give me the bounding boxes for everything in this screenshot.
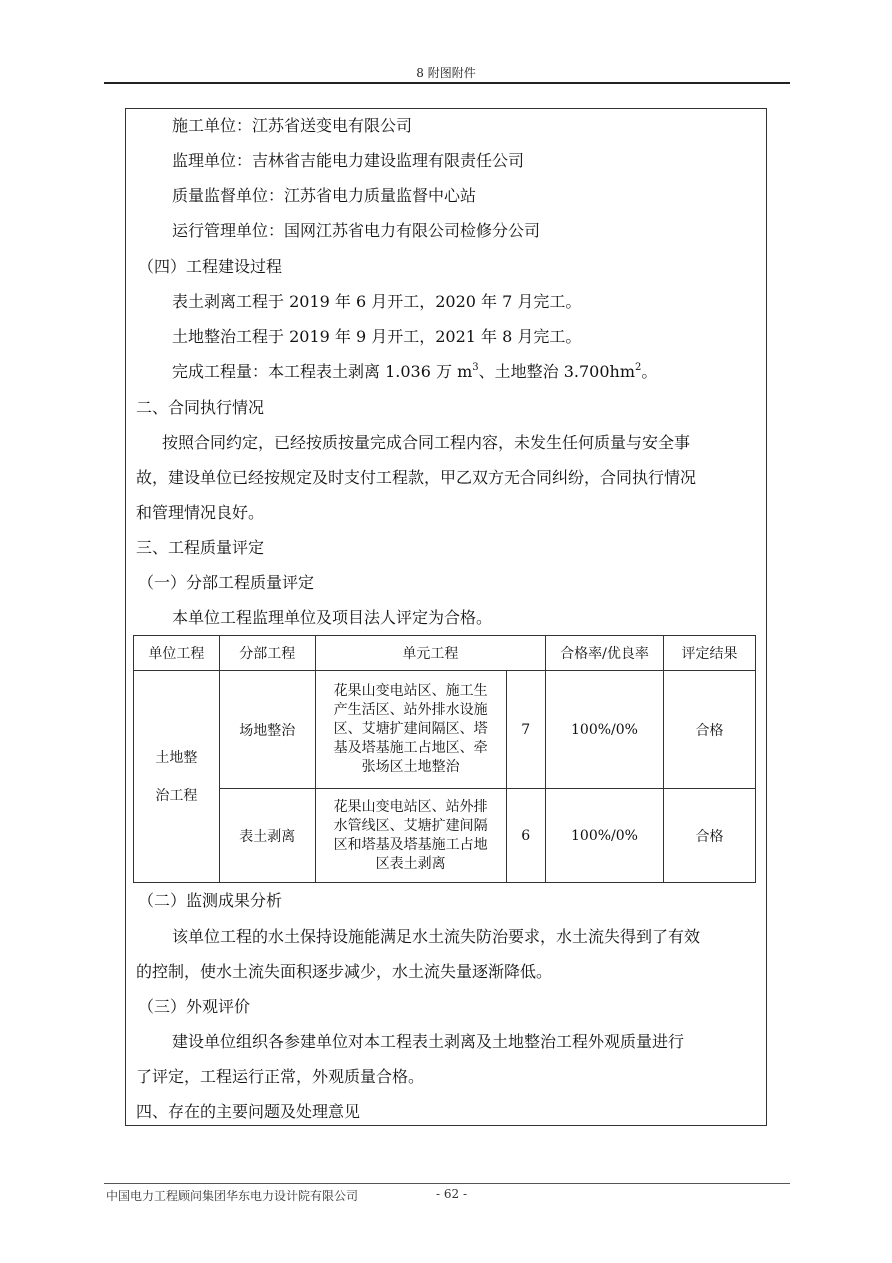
quality-table (133, 635, 756, 883)
land-remediation-schedule: 土地整治工程于 2019 年 9 月开工，2021 年 8 月完工。 (172, 327, 582, 346)
footer-rule (104, 1183, 790, 1184)
unit-description-line: 区表土剥离 (375, 855, 446, 872)
unit-description-line: 区、艾塘扩建间隔区、塔 (333, 721, 488, 737)
section-heading-contract: 二、合同执行情况 (136, 398, 265, 417)
supervision-unit: 监理单位：吉林省吉能电力建设监理有限责任公司 (172, 151, 525, 170)
unit-description-line: 水管线区、艾塘扩建间隔 (333, 817, 488, 834)
table-header-cell: 分部工程 (219, 636, 315, 671)
work-quantity-text-b: 、土地整治 3.700hm (478, 362, 635, 381)
appearance-paragraph-2: 了评定，工程运行正常，外观质量合格。 (136, 1067, 425, 1086)
construction-unit: 施工单位：江苏省送变电有限公司 (172, 116, 413, 135)
result-cell: 合格 (664, 789, 756, 883)
contract-paragraph-1: 按照合同约定，已经按质按量完成合同工程内容，未发生任何质量与安全事 (162, 433, 691, 452)
quality-supervision-unit: 质量监督单位：江苏省电力质量监督中心站 (172, 186, 477, 205)
table-header-cell: 评定结果 (664, 636, 756, 671)
unit-description-cell (315, 671, 506, 789)
subsection-heading-3: （三）外观评价 (138, 997, 251, 1016)
pass-rate-cell: 100%/0% (545, 671, 663, 789)
table-header-row (134, 636, 756, 671)
unit-description-line: 张场区土地整治 (361, 759, 460, 775)
unit-description-line: 区和塔基及塔基施工占地 (333, 836, 488, 853)
work-quantity-sup-2: 2 (635, 362, 642, 373)
table-row (134, 789, 756, 883)
contract-paragraph-2: 故，建设单位已经按规定及时支付工程款，甲乙双方无合同纠纷，合同执行情况 (136, 468, 697, 487)
subsection-heading-2: （二）监测成果分析 (138, 891, 283, 910)
unit-description-line: 花果山变电站区、站外排 (333, 798, 488, 815)
section-heading-4: （四）工程建设过程 (138, 257, 283, 276)
unit-description-cell (315, 789, 506, 883)
footer-company: 中国电力工程顾问集团华东电力设计院有限公司 (106, 1189, 359, 1203)
header-title: 8 附图附件 (416, 66, 476, 80)
unit-description-line: 花果山变电站区、施工生 (333, 683, 488, 699)
topsoil-stripping-schedule: 表土剥离工程于 2019 年 6 月开工，2020 年 7 月完工。 (172, 292, 582, 311)
header-rule (104, 82, 790, 84)
work-quantity-text-a: 完成工程量：本工程表土剥离 1.036 万 m (172, 362, 473, 381)
result-cell: 合格 (664, 671, 756, 789)
unit-count-cell: 7 (506, 671, 545, 789)
page-number: - 62 - (436, 1187, 468, 1201)
work-quantity-text-c: 。 (641, 362, 658, 381)
subsection-heading-1: （一）分部工程质量评定 (138, 573, 315, 592)
content-box (125, 108, 767, 1126)
table-header-cell: 单元工程 (315, 636, 545, 671)
sub-project-cell: 场地整治 (219, 671, 315, 789)
appearance-paragraph-1: 建设单位组织各参建单位对本工程表土剥离及土地整治工程外观质量进行 (172, 1032, 685, 1051)
table-header-cell: 合格率/优良率 (545, 636, 663, 671)
unit-count-cell: 6 (506, 789, 545, 883)
contract-paragraph-3: 和管理情况良好。 (136, 503, 265, 522)
unit-project-line-1: 土地整 (155, 749, 198, 766)
unit-description-line: 产生活区、站外排水设施 (333, 702, 488, 718)
table-row (134, 671, 756, 789)
unit-project-line-2: 治工程 (155, 787, 198, 804)
table-header-cell: 单位工程 (134, 636, 220, 671)
monitoring-paragraph-2: 的控制，使水土流失面积逐步减少，水土流失量逐渐降低。 (136, 962, 553, 981)
pass-rate-cell: 100%/0% (545, 789, 663, 883)
monitoring-paragraph-1: 该单位工程的水土保持设施能满足水土流失防治要求，水土流失得到了有效 (172, 927, 701, 946)
work-quantity-sup-1: 3 (472, 362, 479, 373)
quality-rating-statement: 本单位工程监理单位及项目法人评定为合格。 (172, 608, 493, 627)
unit-description-line: 基及塔基施工占地区、牵 (333, 740, 488, 756)
operation-management-unit: 运行管理单位：国网江苏省电力有限公司检修分公司 (172, 221, 541, 240)
section-heading-quality: 三、工程质量评定 (136, 538, 265, 557)
unit-project-cell (134, 671, 220, 883)
work-quantity (172, 362, 657, 382)
sub-project-cell: 表土剥离 (219, 789, 315, 883)
section-heading-issues: 四、存在的主要问题及处理意见 (136, 1102, 361, 1121)
